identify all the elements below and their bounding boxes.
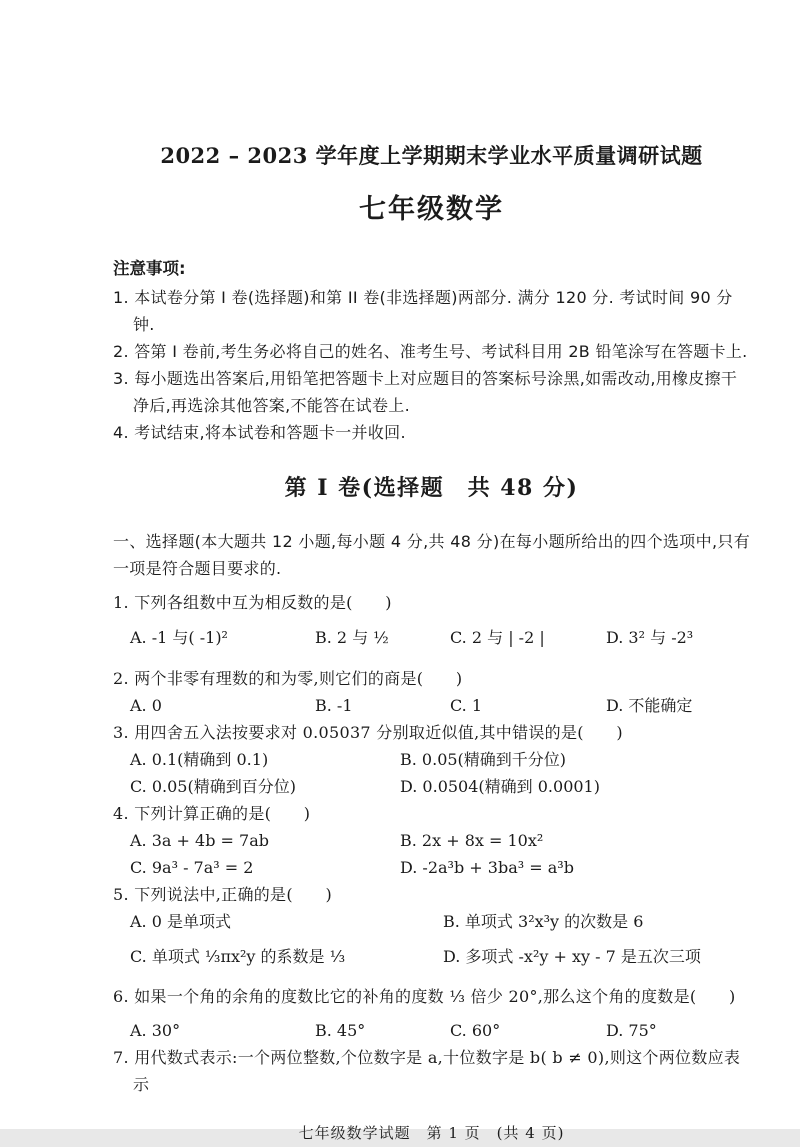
question-1-text: 1. 下列各组数中互为相反数的是( ) — [113, 593, 392, 612]
question-1-option-b: B. 2 与 ½ — [315, 627, 389, 647]
question-7-text: 7. 用代数式表示:一个两位整数,个位数字是 a,十位数字是 b( b ≠ 0),则这个两位数应表示 — [113, 1048, 741, 1094]
question-2-option-a: A. 0 — [130, 696, 162, 715]
question-3-text: 3. 用四舍五入法按要求对 0.05037 分别取近似值,其中错误的是( ) — [113, 723, 623, 742]
question-5-options-row2 — [130, 935, 750, 977]
exam-subject: 七年级数学 — [359, 194, 504, 225]
notice-heading: 注意事项: — [113, 259, 186, 278]
question-3-options-row1 — [130, 746, 750, 773]
question-5 — [113, 881, 750, 977]
question-3-option-c: C. 0.05(精确到百分位) — [130, 777, 296, 796]
question-3-option-a: A. 0.1(精确到 0.1) — [130, 750, 269, 769]
notice-item-4: 4. 考试结束,将本试卷和答题卡一并收回. — [113, 423, 406, 442]
question-1-option-a: A. -1 与( -1)² — [130, 627, 228, 647]
page-footer: 七年级数学试题 第 1 页 (共 4 页) — [298, 1124, 565, 1142]
question-3 — [113, 719, 750, 800]
question-2-option-c: C. 1 — [450, 696, 483, 715]
question-2 — [113, 665, 750, 719]
question-6-option-a: A. 30° — [130, 1021, 181, 1040]
question-6-option-b: B. 45° — [315, 1021, 366, 1040]
question-4-text: 4. 下列计算正确的是( ) — [113, 804, 311, 823]
question-5-text: 5. 下列说法中,正确的是( ) — [113, 885, 333, 904]
question-4-option-d: D. -2a³b + 3ba³ = a³b — [400, 858, 574, 877]
question-3-option-d: D. 0.0504(精确到 0.0001) — [400, 777, 600, 796]
question-5-option-b: B. 单项式 3²x³y 的次数是 6 — [443, 912, 644, 931]
question-3-options-row2 — [130, 773, 750, 800]
question-1-options — [130, 616, 750, 658]
question-2-text: 2. 两个非零有理数的和为零,则它们的商是( ) — [113, 669, 463, 688]
section1-heading: 第 I 卷(选择题 共 48 分) — [284, 475, 579, 501]
question-6-text: 6. 如果一个角的余角的度数比它的补角的度数 ⅓ 倍少 20°,那么这个角的度数是( ) — [113, 987, 736, 1006]
question-4-option-b: B. 2x + 8x = 10x² — [400, 831, 544, 850]
question-4-option-c: C. 9a³ - 7a³ = 2 — [130, 858, 254, 877]
question-3-option-b: B. 0.05(精确到千分位) — [400, 750, 567, 769]
notice-item-3: 3. 每小题选出答案后,用铅笔把答题卡上对应题目的答案标号涂黑,如需改动,用橡皮擦干净后,再选涂其他答案,不能答在试卷上. — [113, 369, 738, 415]
question-2-option-d: D. 不能确定 — [606, 696, 693, 715]
notice-section — [113, 255, 750, 446]
question-6-option-d: D. 75° — [606, 1021, 657, 1040]
question-2-options — [130, 692, 750, 719]
question-1-option-d: D. 3² 与 -2³ — [606, 627, 694, 647]
notice-item-1: 1. 本试卷分第 I 卷(选择题)和第 II 卷(非选择题)两部分. 满分 120 分. 考试时间 90 分钟. — [113, 288, 733, 334]
question-7 — [113, 1044, 750, 1098]
question-6 — [113, 977, 750, 1044]
question-5-option-d: D. 多项式 -x²y + xy - 7 是五次三项 — [443, 946, 701, 966]
question-4-option-a: A. 3a + 4b = 7ab — [130, 831, 269, 850]
question-5-option-a: A. 0 是单项式 — [130, 912, 231, 931]
question-1 — [113, 589, 750, 658]
question-1-option-c: C. 2 与 | -2 | — [450, 627, 545, 647]
section1-intro: 一、选择题(本大题共 12 小题,每小题 4 分,共 48 分)在每小题所给出的四个选项中,只有一项是符合题目要求的. — [113, 532, 750, 578]
question-6-option-c: C. 60° — [450, 1021, 501, 1040]
question-4 — [113, 800, 750, 881]
question-4-options-row1 — [130, 827, 750, 854]
question-6-options — [130, 1017, 750, 1044]
exam-title: 2022 – 2023 学年度上学期期末学业水平质量调研试题 — [160, 143, 703, 168]
question-5-option-c: C. 单项式 ⅓πx²y 的系数是 ⅓ — [130, 946, 346, 966]
question-5-options-row1 — [130, 908, 750, 935]
notice-item-2: 2. 答第 I 卷前,考生务必将自己的姓名、准考生号、考试科目用 2B 铅笔涂写在答题卡上. — [113, 342, 748, 361]
question-4-options-row2 — [130, 854, 750, 881]
question-2-option-b: B. -1 — [315, 696, 353, 715]
